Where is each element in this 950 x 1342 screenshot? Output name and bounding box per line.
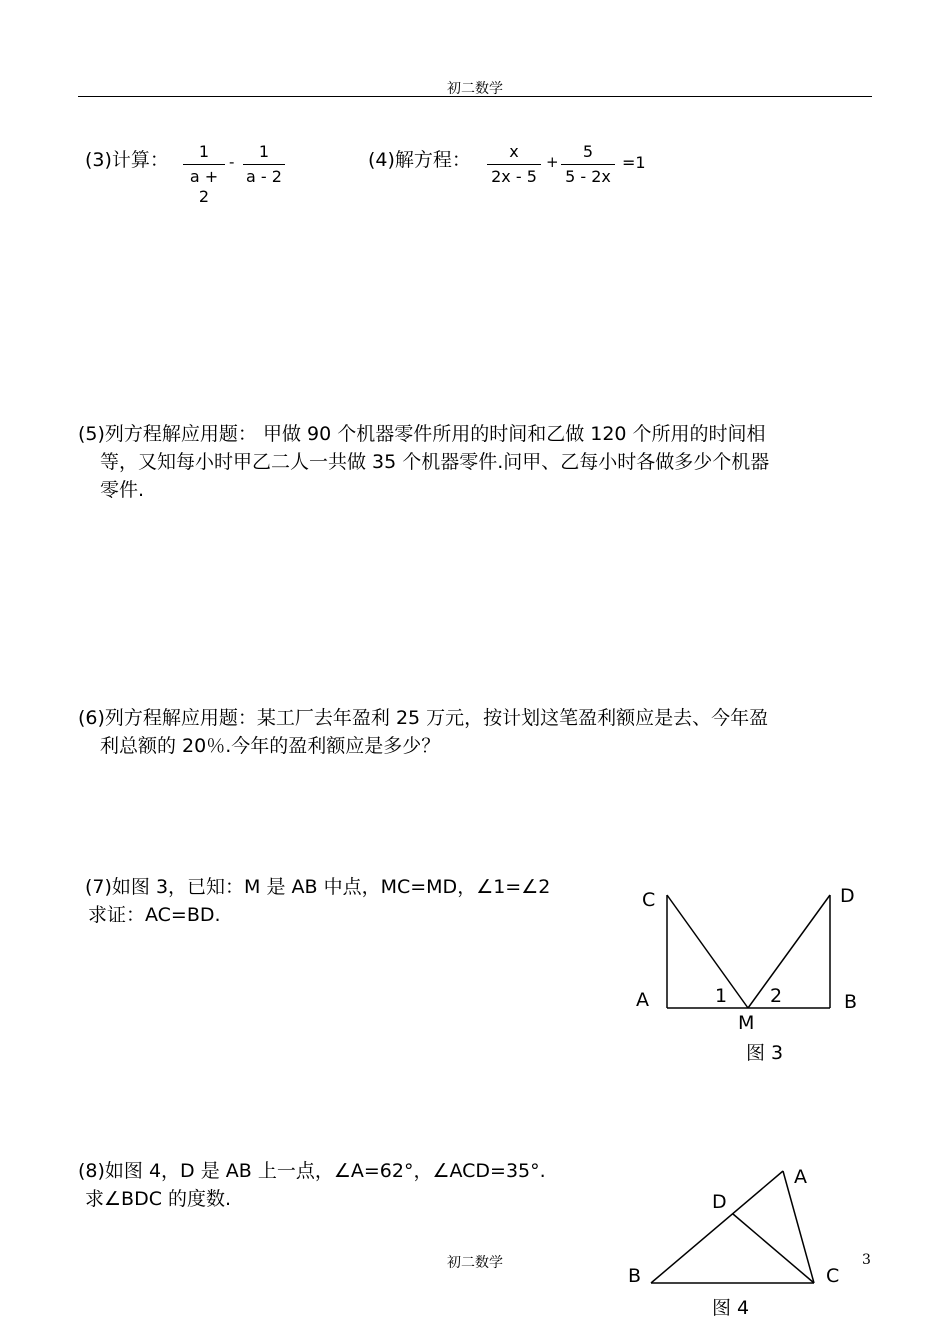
q5-line-1: (5)列方程解应用题： 甲做 90 个机器零件所用的时间和乙做 120 个所用的时间相 [78, 423, 766, 445]
fig4-segment-dc [733, 1214, 814, 1283]
fig3-label-m: M [738, 1012, 755, 1034]
q6-line-2: 利总额的 20％.今年的盈利额应是多少？ [100, 735, 441, 757]
fig3-label-c: C [642, 889, 656, 911]
q3-frac1-bar [183, 164, 225, 165]
q4-frac2-numerator: 5 [582, 142, 594, 161]
q4-fraction-1 [487, 142, 541, 187]
q7-line-2: 求证：AC=BD. [88, 904, 221, 926]
q3-operator: - [229, 153, 235, 171]
q3-frac1-denominator: a + 2 [189, 167, 219, 206]
q4-frac2-bar [561, 164, 615, 165]
q4-label: (4)解方程： [368, 149, 471, 171]
q4-frac1-denominator: 2x - 5 [491, 167, 537, 186]
q3-frac1-numerator: 1 [198, 142, 210, 161]
page-number: 3 [862, 1252, 871, 1268]
figure-4 [620, 1158, 860, 1323]
fig4-label-a: A [794, 1166, 807, 1188]
fig3-label-a: A [636, 989, 649, 1011]
fig3-angle-2: 2 [770, 985, 783, 1007]
fig4-label-c: C [826, 1265, 840, 1287]
fig3-angle-1: 1 [715, 985, 728, 1007]
q5-line-3: 零件. [100, 479, 145, 501]
q3-label: (3)计算： [85, 149, 169, 171]
q4-frac2-denominator: 5 - 2x [565, 167, 611, 186]
q4-rhs: =1 [622, 153, 646, 172]
fig4-label-b: B [628, 1265, 642, 1287]
q4-operator: + [546, 153, 559, 171]
fig3-segment-cm [667, 895, 748, 1008]
q8-line-1: (8)如图 4，D 是 AB 上一点，∠A=62°，∠ACD=35°. [78, 1160, 546, 1182]
page-header: 初二数学 [447, 81, 503, 97]
fig4-label-d: D [712, 1191, 727, 1213]
q3-fraction-1 [183, 142, 225, 207]
q4-frac1-numerator: x [509, 142, 519, 161]
header-rule [78, 96, 872, 97]
page-footer: 初二数学 [447, 1255, 503, 1271]
q8-line-2: 求∠BDC 的度数. [85, 1188, 232, 1210]
q3-fraction-2 [243, 142, 285, 187]
q3-frac2-numerator: 1 [258, 142, 270, 161]
fig4-caption: 图 4 [712, 1297, 750, 1319]
figure-3 [620, 875, 880, 1070]
q4-fraction-2 [561, 142, 615, 187]
q6-line-1: (6)列方程解应用题：某工厂去年盈利 25 万元，按计划这笔盈利额应是去、今年盈 [78, 707, 769, 729]
q5-line-2: 等，又知每小时甲乙二人一共做 35 个机器零件.问甲、乙每小时各做多少个机器 [100, 451, 770, 473]
fig3-segment-md [748, 895, 830, 1008]
fig3-caption: 图 3 [746, 1042, 784, 1064]
fig3-label-d: D [840, 885, 855, 907]
q4-frac1-bar [487, 164, 541, 165]
q3-frac2-denominator: a - 2 [246, 167, 282, 186]
fig3-label-b: B [844, 991, 858, 1013]
q3-frac2-bar [243, 164, 285, 165]
q7-line-1: (7)如图 3，已知：M 是 AB 中点，MC=MD，∠1=∠2 [85, 876, 551, 898]
